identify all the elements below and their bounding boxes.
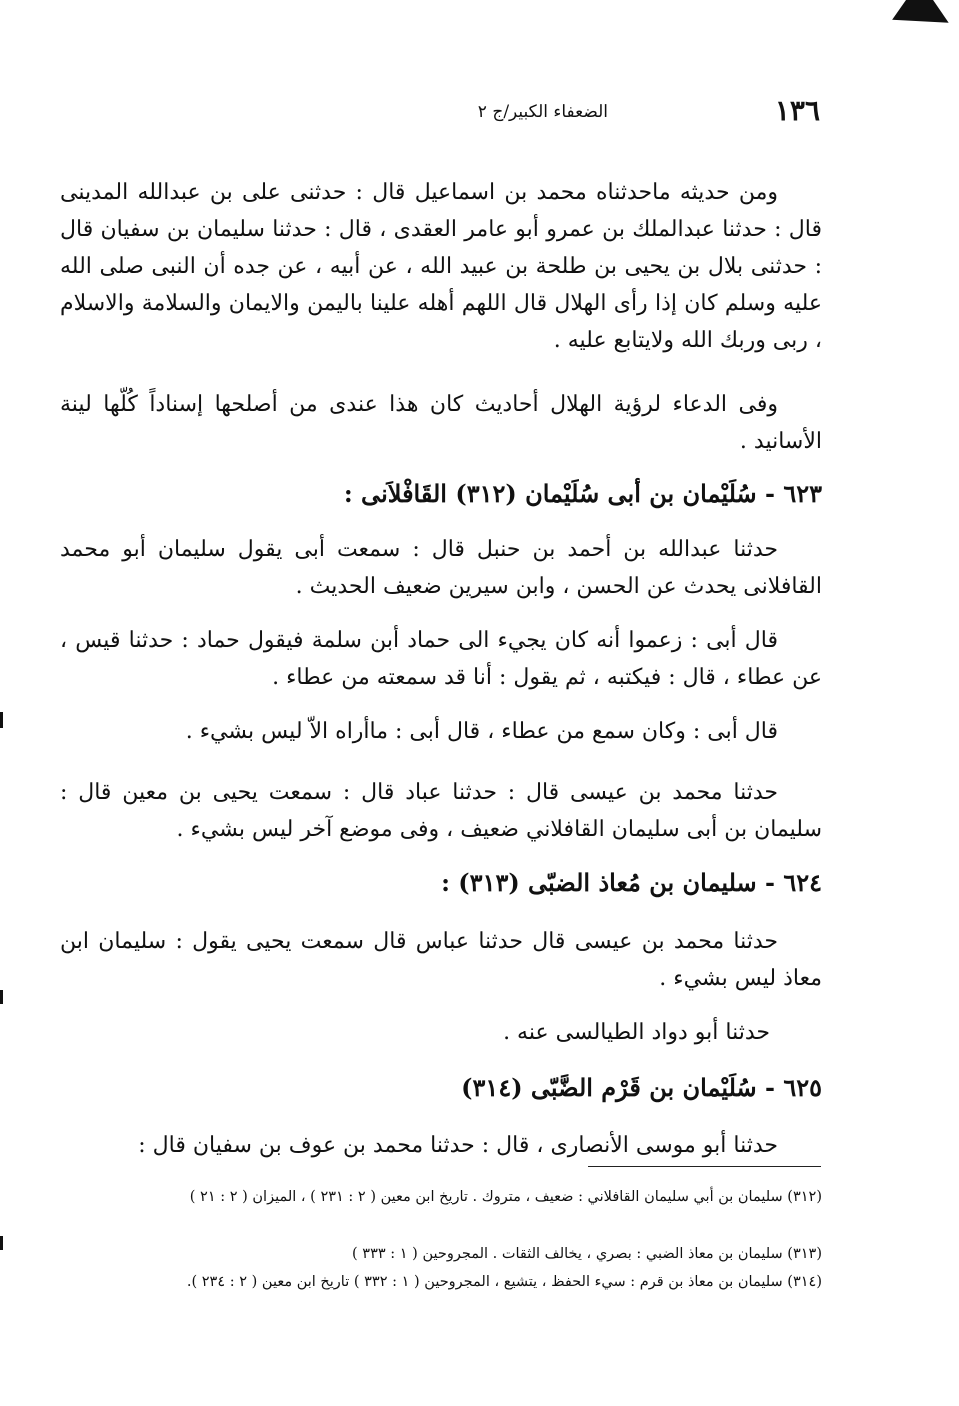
footnote-separator xyxy=(588,1166,821,1167)
paragraph-entry-623-b: قال أبى : زعموا أنه كان يجيء الى حماد أبن سلمة فيقول حماد : حدثنا قيس ، عن عطاء ، قال : فيكتبه ، ثم يقول : أنا قد سمعته من عطاء . xyxy=(60,628,822,690)
page-header xyxy=(400,94,820,134)
entry-heading-623: ٦٢٣ - سُلَيْمان بن أبى سُلَيْمان (٣١٢) القَافْلاَنى : xyxy=(343,479,822,508)
entry-heading-624: ٦٢٤ - سليمان بن مُعاذ الضبّى (٣١٣) : xyxy=(441,868,822,897)
paragraph-entry-623-c: قال أبى : وكان سمع من عطاء ، قال أبى : ماأراه الاّ ليس بشيء . xyxy=(185,719,778,744)
paragraph-entry-623-a: حدثنا عبدالله بن أحمد بن حنبل قال : سمعت أبى يقول سليمان أبو محمد القافلانى يحدث عن الحسن ، وابن سيرين ضعيف الحديث . xyxy=(60,537,822,599)
paragraph-entry-625-a: حدثنا أبو موسى الأنصارى ، قال : حدثنا محمد بن عوف بن سفيان قال : xyxy=(138,1133,778,1158)
scan-edge-mark xyxy=(0,1236,3,1250)
paragraph-dua-hilal: وفى الدعاء لرؤية الهلال أحاديث كان هذا عندى من أصلحها إسناداً كُلّها لينة الأسانيد . xyxy=(60,392,822,454)
scan-edge-mark xyxy=(0,990,3,1004)
page-number: ١٣٦ xyxy=(774,94,820,127)
corner-fold-mark xyxy=(892,0,959,47)
entry-heading-625: ٦٢٥ - سُلَيْمان بن قَرْم الضَّبّى (٣١٤) xyxy=(461,1073,822,1102)
paragraph-entry-623-d: حدثنا محمد بن عيسى قال : حدثنا عباد قال : سمعت يحيى بن معين قال : سليمان بن أبى سليمان القافلاني ضعيف ، وفى موضع آخر ليس بشيء . xyxy=(60,780,822,842)
scan-edge-mark xyxy=(0,712,3,728)
paragraph-hadith-hilal: ومن حديثه ماحدثناه محمد بن اسماعيل قال : حدثنى على بن عبدالله المدينى قال : حدثنا عبدالملك بن عمرو أبو عامر العقدى ، قال : حدثنا سليمان بن سفيان قال : حدثنى بلال بن يحيى بن طلحة بن عبيد الله ، عن أبيه ، عن جده أن النبى صلى الله عليه وسلم كان إذا رأى الهلال قال اللهم أهله علينا باليمن والايمان والسلامة والاسلام ، ربى وربك الله ولايتابع عليه . xyxy=(60,180,822,353)
footnote-312: (٣١٢) سليمان بن أبي سليمان القافلاني : ضعيف ، متروك . تاريخ ابن معين ( ٢ : ٢٣١ ) ، الميزان ( ٢ : ٢١ ) xyxy=(189,1189,822,1205)
paragraph-entry-624-a: حدثنا محمد بن عيسى قال حدثنا عباس قال سمعت يحيى يقول : سليمان ابن معاذ ليس بشيء . xyxy=(60,929,822,991)
running-title: الضعفاء الكبير/ج ٢ xyxy=(477,102,608,122)
footnote-314: (٣١٤) سليمان بن معاذ بن قرم : سيء الحفظ ، يتشيع ، المجروحين ( ١ : ٣٣٢ ) تاريخ ابن معين ( ٢ : ٢٣٤ ). xyxy=(186,1274,822,1290)
paragraph-entry-624-b: حدثنا أبو دواد الطيالسى عنه . xyxy=(503,1020,770,1045)
footnote-313: (٣١٣) سليمان بن معاذ الضبي : بصري ، يخالف الثقات . المجروحين ( ١ : ٣٣٣ ) xyxy=(352,1246,822,1262)
